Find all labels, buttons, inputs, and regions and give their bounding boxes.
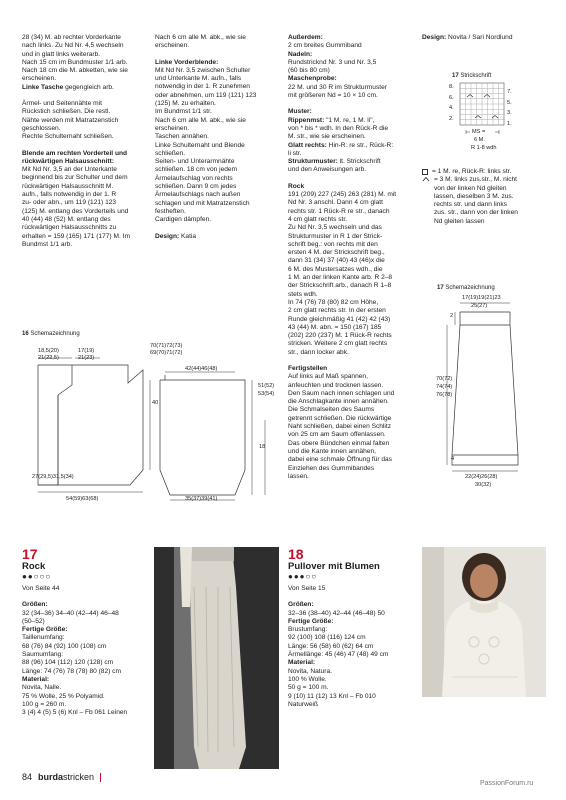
s16-dim-a2: 21(22,5) xyxy=(38,355,59,361)
pattern-18-heading-material: Material: xyxy=(288,659,316,667)
chart-17-row-8: 8. xyxy=(449,84,454,90)
pattern-17-from: Von Seite 44 xyxy=(22,585,60,592)
skirt-photo xyxy=(154,547,279,769)
schema-16-number: 16 xyxy=(22,331,29,337)
difficulty-dots: ●●○○○ xyxy=(22,572,52,581)
schema-17-label: Schemazeichnung xyxy=(443,285,495,291)
col3-nadeln: Rundstricknd Nr. 3 und Nr. 3,5 (60 bis 80 cm) xyxy=(288,58,377,75)
pattern-18-from: Von Seite 15 xyxy=(288,585,326,592)
pullover-photo xyxy=(422,547,546,697)
footer xyxy=(22,773,101,782)
skirt-figure-image xyxy=(154,547,279,769)
col2-heading-left-band: Linke Vorderblende: xyxy=(155,58,219,66)
chart-17-label: Strickschrift xyxy=(458,73,492,79)
legend-cluster-text: = 3 M. links zus.str., M. nicht von der linken Nd gleiten lassen, dieselben 3 M. zus. rechts str. und dann links zus. str., dann von der linken Nd gleiten lassen xyxy=(434,176,518,225)
s16-dim-b2: 21(23) xyxy=(78,355,95,361)
s17-dim-top1: 17(19)19(21)23 xyxy=(462,295,501,301)
s16-dim-f: 42(44)46(48) xyxy=(185,366,218,372)
s17-dim-left3: 76(78) xyxy=(436,392,453,398)
s16-dim-h2: 53(54) xyxy=(258,391,275,397)
col4-design-value: Novita / Sari Nordlund xyxy=(446,34,513,41)
pattern-17-title: Rock xyxy=(22,561,46,572)
col2-text-1: Nach 6 cm alle M. abk., wie sie erscheinen. xyxy=(155,34,246,50)
col1-heading-band: Blende am rechten Vorderteil und rückwärtigen Halsausschnitt: xyxy=(22,149,128,165)
col3-struk-label: Strukturmuster: xyxy=(288,158,338,166)
schema-16-label: Schemazeichnung xyxy=(28,331,80,337)
pattern-18-material: Novita, Natura. 100 % Wolle. 50 g = 100 m. 9 (10) 11 (12) 13 Knl – Fb 010 Naturweiß xyxy=(288,667,376,708)
schema-17-skirt-outline xyxy=(452,312,518,465)
legend-knit-text: = 1 M. re, Rück-R: links str. xyxy=(432,168,512,175)
col3-glatt-label: Glatt rechts: xyxy=(288,141,327,149)
pattern-18-title: Pullover mit Blumen xyxy=(288,561,380,572)
col3-rip-text: "1 M. re, 1 M. li", von * bis * wdh. In den Rück-R die M. str., wie sie erscheinen. xyxy=(288,116,389,141)
col3-glatt-text: Hin-R: re str., Rück-R: li str. xyxy=(288,141,394,157)
s16-dim-j: 35(37)39(41) xyxy=(185,496,218,502)
watermark: PassionForum.ru xyxy=(480,780,534,787)
footer-divider xyxy=(100,773,101,782)
col1-text-2: Ärmel- und Seitennähte mit Rückstich schließen. Die restl. Nähte werden mit Matratzenstich geschlossen. Rechte Schulternaht schließen. xyxy=(22,100,119,141)
chart-17-row-6: 6. xyxy=(449,95,454,101)
page-number: 84 xyxy=(22,772,33,783)
pullover-figure-image xyxy=(422,547,546,697)
chart-17-row-2: 2. xyxy=(449,116,454,122)
col3-rock: 191 (209) 227 (245) 263 (281) M. mit Nd Nr. 3 anschl. Dann 4 cm glatt rechts str. 1 Rück-R re str., danach 4 cm glatt rechts str. Zu Nd Nr. 3,5 wechseln und das Strukturmuster in R 1 der Strick- schrift beg.: von rechts mit den ersten 4 M. der Strickschrift beg., dann 31 (34) 37 (40) 43 (46)x die 6 M. des Mustersatzes wdh., die 1 M. an der linken Kante arb. R 2–8 der Strickschrift arb., danach R 1–8 stets wdh. In 74 (76) 78 (80) 82 cm Höhe, 2 cm glatt rechts str. In der ersten Runde gleichmäßig 41 (42) 42 (43) 43 (44) M. abn. = 150 (167) 185 (202) 220 (237) M. 1 Rück-R rechts stricken. Weitere 2 cm glatt rechts str., dann locker abk. xyxy=(288,191,397,356)
s16-dim-h1: 51(52) xyxy=(258,383,275,389)
chart-17-row-5: 5. xyxy=(507,100,512,106)
col2-design-value: Katia xyxy=(179,232,197,240)
s16-dim-e2: 69(70)71(72) xyxy=(150,350,183,356)
col3-ausserdem: 2 cm breites Gummiband xyxy=(288,42,362,50)
chart-17-number: 17 xyxy=(452,73,459,79)
difficulty-dots: ●●●○○ xyxy=(288,572,318,581)
pattern-18-info xyxy=(288,547,418,709)
brand-logo-burda: burda xyxy=(38,772,64,783)
s16-dim-a1: 18,5(20) xyxy=(38,348,59,354)
s17-dim-bottom1: 22(24)26(28) xyxy=(465,474,498,480)
pattern-17-heading-finished: Fertige Größe: xyxy=(22,626,68,634)
col3-heading-fertig: Fertigstellen xyxy=(288,364,328,372)
pattern-17-finished: Taillenumfang: 68 (76) 84 (92) 100 (108) cm Saumumfang: 88 (96) 104 (112) 120 (128) cm Länge: 74 (76) 78 (78) 80 (82) cm xyxy=(22,634,121,675)
col4-design-label: Design: xyxy=(422,34,447,41)
chart-17-row-4: 4. xyxy=(449,105,454,111)
col1-heading-left-pocket: Linke Tasche xyxy=(22,83,64,91)
pattern-17-number: 17 xyxy=(22,546,38,562)
col3-heading-muster: Muster: xyxy=(288,108,312,116)
col3-maschenprobe: 22 M. und 30 R im Strukturmuster mit größeren Nd = 10 × 10 cm. xyxy=(288,83,387,100)
pattern-17-heading-material: Material: xyxy=(22,675,50,683)
col3-heading-nadeln: Nadeln: xyxy=(288,50,313,58)
col1-text-3: Mit Nd Nr. 3,5 an der Unterkante beginnend bis zur Schulter und dem rückwärtigen Halsausschnitt M. aufn., falls notwendig in der 1. R zu- oder abn., um 119 (121) 123 (125) M. entlang des Vorderteils und 40 (44) 48 (52) M. entlang des rückwärtigen Halsausschnitts zu erhalten = 159 (165) 171 (177) M. Im Bundmst 1/1 arb. xyxy=(22,166,130,248)
s17-dim-left2: 74(74) xyxy=(436,384,453,390)
s16-dim-g: 40 xyxy=(152,400,159,406)
chart-17-row-3: 3. xyxy=(507,110,512,116)
pattern-18-sizes: 32–36 (38–40) 42–44 (46–48) 50 xyxy=(288,609,385,617)
col1-text: 28 (34) M. ab rechter Vorderkante nach links. Zu Nd Nr. 4,5 wechseln und in glatt links weiterarb. Nach 15 cm im Bundmuster 1/1 arb. Nach 18 cm die M. abketten, wie sie erscheinen. xyxy=(22,34,128,83)
col3-heading-maschenprobe: Maschenprobe: xyxy=(288,75,337,83)
s17-dim-left1: 70(72) xyxy=(436,376,453,382)
s17-dim-side-top: 2 xyxy=(450,313,454,319)
col3-fertig: Auf links auf Maß spannen, anfeuchten und trocknen lassen. Den Saum nach innen schlagen und die Anschlagkante innen annähen. Die Schmalseiten des Saums getrennt schließen. Die rückwärtige Naht schließen, dabei einen Schlitz von 25 cm am Saum offenlassen. Das obere Bündchen einmal falten und die Kante innen annähen, dabei eine schmale Öffnung für das Einziehen des Gummibandes lassen. xyxy=(288,373,395,480)
col3-rip-label: Rippenmst: xyxy=(288,116,325,124)
brand-logo-stricken: stricken xyxy=(63,772,95,783)
pattern-18-number: 18 xyxy=(288,546,304,562)
pattern-17-sizes: 32 (34–36) 34–40 (42–44) 46–48 (50–52) xyxy=(22,609,119,625)
pattern-17-heading-sizes: Größen: xyxy=(22,601,48,609)
chart-17-row-1: 1. xyxy=(507,121,512,127)
col2-design-label: Design: xyxy=(155,232,180,240)
s17-dim-top2: 25(27) xyxy=(471,303,488,309)
s17-dim-bottom2: 30(32) xyxy=(475,482,492,488)
s17-dim-side-bottom: 4 xyxy=(451,456,455,462)
s16-dim-d: 54(59)63(68) xyxy=(66,496,99,502)
col3-heading-ausserdem: Außerdem: xyxy=(288,34,323,41)
col1-left-pocket-text: gegengleich arb. xyxy=(63,83,114,91)
chart-17-repeat: R 1-8 wdh xyxy=(471,145,497,151)
s16-dim-e1: 70(71)72(73) xyxy=(150,343,183,349)
chart-17-row-7: 7. xyxy=(507,89,512,95)
s16-dim-c: 27(29,5)31,5(34) xyxy=(32,474,74,480)
chart-17-ms-value: 6 M. xyxy=(474,137,485,143)
col3-heading-rock: Rock xyxy=(288,182,305,190)
pattern-18-finished: Brustumfang: 92 (100) 108 (116) 124 cm Länge: 56 (58) 60 (62) 64 cm Ärmellänge: 45 (46) 47 (48) 49 cm xyxy=(288,626,389,659)
pattern-18-heading-finished: Fertige Größe: xyxy=(288,617,334,625)
brand-logo xyxy=(38,773,94,781)
s16-dim-i: 18 xyxy=(259,444,266,450)
s16-dim-b1: 17(19) xyxy=(78,348,95,354)
pattern-18-heading-sizes: Größen: xyxy=(288,601,314,609)
col2-text-2: Mit Nd Nr. 3,5 zwischen Schulter und Unterkante M. aufn., falls notwendig in der 1. R zunehmen oder abnehmen, um 119 (121) 123 (125) M. zu erhalten. Im Bundmst 1/1 str. Nach 6 cm alle M. abk., wie sie erscheinen. Taschen annähen. Linke Schulternaht und Blende schließen. Seiten- und Unterarmnähte schließen. 18 cm von jedem Ärmelaufschlag von rechts schließen. Dann 9 cm jedes Ärmelaufschlags nach außen schlagen und mit Matratzenstich festheften. Cardigen dämpfen. xyxy=(155,66,257,224)
schema-17-number: 17 xyxy=(437,285,444,291)
chart-17-ms: MS = xyxy=(472,129,486,135)
col3-struk-text: lt. Strickschrift und den Anweisungen arb. xyxy=(288,158,381,174)
pattern-17-material: Novita, Nalle. 75 % Wolle, 25 % Polyamid. 100 g = 260 m. 3 (4) 4 (5) 5 (6) Knl – Fb 061 Leinen xyxy=(22,684,128,717)
pattern-17-info xyxy=(22,547,152,717)
